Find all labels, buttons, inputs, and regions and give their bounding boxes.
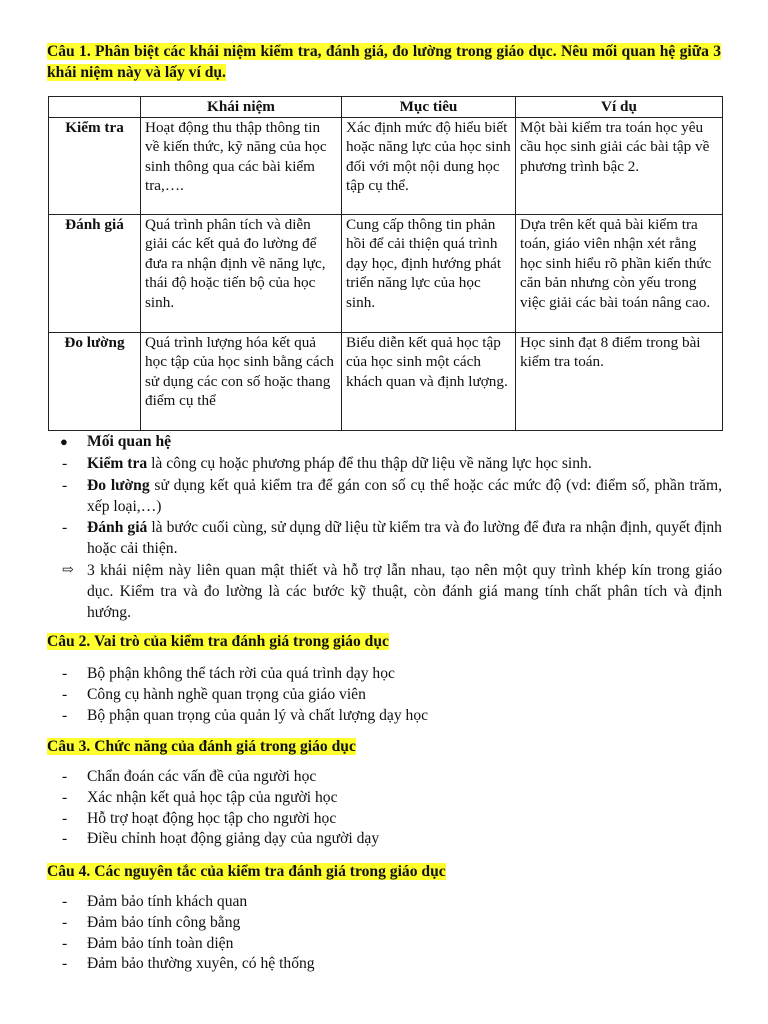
- dash-marker: -: [62, 768, 68, 785]
- row-example: Một bài kiểm tra toán học yêu cầu học sinh giải các bài tập về phương trình bậc 2.: [516, 117, 723, 214]
- dash-marker: -: [62, 665, 68, 682]
- dash-marker: -: [62, 519, 68, 537]
- conclusion-text: 3 khái niệm này liên quan mật thiết và hỗ trợ lẫn nhau, tạo nên một quy trình khép kín trong giáo dục. Kiểm tra và đo lường là các bước kỹ thuật, còn đánh giá mang tính chất phân tích và định hướng.: [87, 562, 722, 621]
- table-row: [49, 332, 723, 430]
- row-example: Học sinh đạt 8 điểm trong bài kiểm tra toán.: [516, 332, 723, 430]
- list-item: [62, 685, 722, 706]
- dash-marker: -: [62, 934, 68, 952]
- row-example: Dựa trên kết quả bài kiểm tra toán, giáo viên nhận xét rằng học sinh hiểu rõ phần kiến thức căn bản nhưng còn yếu trong việc giải các bài toán nâng cao.: [516, 214, 723, 332]
- list-item: [62, 788, 722, 809]
- list-item-text: Xác nhận kết quả học tập của người học: [87, 788, 338, 806]
- row-term: Đánh giá: [49, 214, 141, 332]
- list-item-text: Đảm bảo tính khách quan: [87, 893, 248, 910]
- list-item: [62, 954, 722, 975]
- row-concept: Hoạt động thu thập thông tin về kiến thức, kỹ năng của học sinh thông qua các bài kiểm tra,….: [141, 117, 342, 214]
- question-3-heading: [47, 737, 356, 758]
- dash-marker: -: [62, 893, 68, 910]
- list-item: [62, 913, 722, 934]
- list-item-text: Đảm bảo thường xuyên, có hệ thống: [87, 955, 315, 973]
- relation-heading-text: Mối quan hệ: [87, 433, 172, 450]
- row-term: Kiểm tra: [49, 117, 141, 214]
- list-item: [62, 476, 722, 518]
- relation-conclusion: [62, 561, 722, 623]
- list-item-text: Điều chỉnh hoạt động giảng dạy của người dạy: [87, 830, 380, 848]
- question-4-title: Câu 4. Các nguyên tắc của kiểm tra đánh giá trong giáo dục: [47, 863, 446, 880]
- table-row: [49, 214, 723, 332]
- list-item: [62, 809, 722, 830]
- table-header-row: [49, 97, 723, 118]
- dash-marker: -: [62, 809, 68, 827]
- question-4-list: [62, 892, 722, 975]
- question-1-heading: [47, 42, 721, 84]
- row-concept: Quá trình phân tích và diễn giải các kết quả đo lường để đưa ra nhận định về năng lực, thái độ hoặc tiến bộ của học sinh.: [141, 214, 342, 332]
- row-concept: Quá trình lượng hóa kết quả học tập của học sinh bằng cách sử dụng các con số hoặc thang điểm cụ thể: [141, 332, 342, 430]
- table-header-cell: Ví dụ: [516, 97, 723, 118]
- question-1-title: Câu 1. Phân biệt các khái niệm kiểm tra, đánh giá, đo lường trong giáo dục. Nêu mối quan hệ giữa 3 khái niệm này và lấy ví dụ.: [47, 43, 721, 81]
- table-row: [49, 117, 723, 214]
- table-header-cell: Khái niệm: [141, 97, 342, 118]
- term-bold: Đo lường: [87, 476, 150, 494]
- table-header-cell: Mục tiêu: [342, 97, 516, 118]
- list-item-text: Chẩn đoán các vấn đề của người học: [87, 768, 317, 785]
- list-item: [62, 892, 722, 913]
- dash-marker: -: [62, 455, 68, 472]
- arrow-right-icon: ⇨: [62, 563, 74, 578]
- term-bold: Kiểm tra: [87, 455, 148, 472]
- list-item: [62, 454, 722, 475]
- dash-marker: -: [62, 685, 68, 703]
- list-item-text: Bộ phận không thể tách rời của quá trình dạy học: [87, 665, 395, 682]
- dash-marker: -: [62, 830, 68, 848]
- list-item-text: Hỗ trợ hoạt động học tập cho người học: [87, 809, 337, 827]
- question-2-list: [62, 664, 722, 726]
- list-item-text: Đảm bảo tính công bằng: [87, 913, 241, 931]
- term-description: sử dụng kết quả kiểm tra để gán con số cụ thể hoặc các mức độ (vd: điểm số, phần trăm, xếp loại,…): [87, 476, 722, 515]
- list-item: [62, 767, 722, 788]
- question-4-heading: [47, 862, 446, 883]
- question-3-list: [62, 767, 722, 850]
- list-item: [62, 829, 722, 850]
- dash-marker: -: [62, 788, 68, 806]
- table-header-cell: [49, 97, 141, 118]
- list-item: [62, 934, 722, 955]
- dash-marker: -: [62, 913, 68, 931]
- relation-list: [62, 454, 722, 561]
- question-2-heading: [47, 632, 389, 653]
- row-term: Đo lường: [49, 332, 141, 430]
- row-goal: Xác định mức độ hiểu biết hoặc năng lực của học sinh đối với một nội dung học tập cụ thể.: [342, 117, 516, 214]
- dash-marker: -: [62, 955, 68, 973]
- list-item-text: Bộ phận quan trọng của quản lý và chất lượng dạy học: [87, 706, 429, 724]
- concepts-table: [48, 96, 723, 431]
- row-goal: Biểu diễn kết quả học tập của học sinh một cách khách quan và định lượng.: [342, 332, 516, 430]
- bullet-icon: ●: [60, 434, 68, 449]
- question-2-title: Câu 2. Vai trò của kiểm tra đánh giá trong giáo dục: [47, 633, 389, 650]
- question-3-title: Câu 3. Chức năng của đánh giá trong giáo dục: [47, 738, 356, 755]
- list-item: [62, 706, 722, 727]
- dash-marker: -: [62, 706, 68, 724]
- list-item-text: Công cụ hành nghề quan trọng của giáo viên: [87, 685, 366, 703]
- row-goal: Cung cấp thông tin phản hồi để cải thiện quá trình dạy học, định hướng phát triển năng lực của học sinh.: [342, 214, 516, 332]
- list-item-text: Đảm bảo tính toàn diện: [87, 934, 234, 952]
- list-item: [62, 664, 722, 685]
- term-description: là công cụ hoặc phương pháp để thu thập dữ liệu về năng lực học sinh.: [147, 455, 592, 472]
- term-bold: Đánh giá: [87, 519, 148, 537]
- term-description: là bước cuối cùng, sử dụng dữ liệu từ kiểm tra và đo lường để đưa ra nhận định, quyết định hoặc cải thiện.: [87, 519, 722, 558]
- list-item: [62, 518, 722, 560]
- dash-marker: -: [62, 476, 68, 494]
